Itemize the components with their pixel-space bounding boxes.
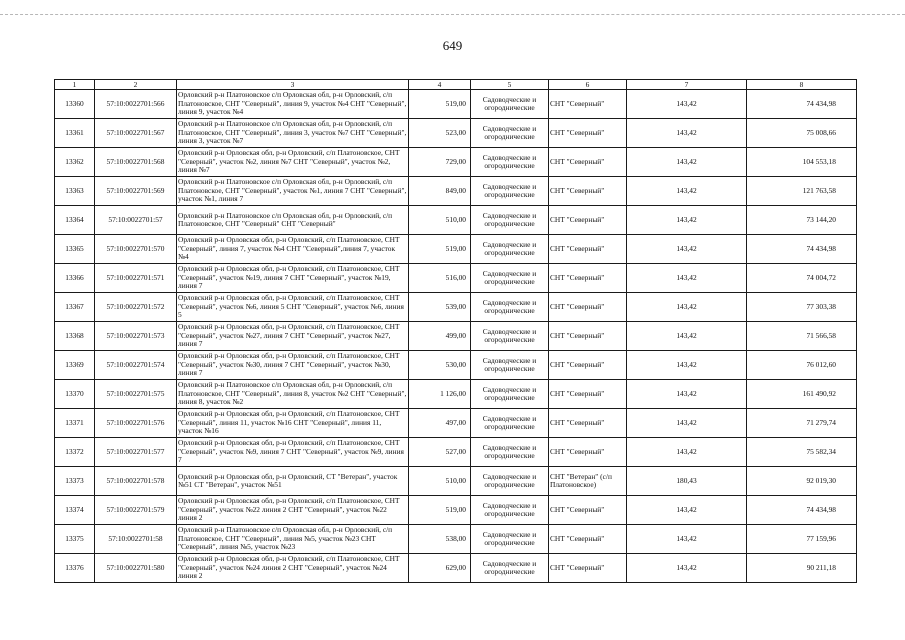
land-use-cell: Садоводческие и огороднические [471, 148, 549, 177]
cadastral-value-cell: 71 566,58 [747, 322, 857, 351]
cadastral-value-cell: 77 303,38 [747, 293, 857, 322]
page-number: 649 [442, 38, 463, 53]
column-number-header [55, 80, 857, 90]
row-number-cell: 13360 [55, 90, 95, 119]
address-cell: Орловский р-н Орловская обл, р-н Орловский, с/п Платоновское, СНТ "Северный", линия 11, участок №16 СНТ "Северный", линия 11, участок №16 [177, 409, 409, 438]
land-use-cell: Садоводческие и огороднические [471, 206, 549, 235]
table-row [55, 206, 857, 235]
land-use-cell: Садоводческие и огороднические [471, 554, 549, 583]
specific-value-cell: 143,42 [627, 554, 747, 583]
land-use-cell: Садоводческие и огороднические [471, 177, 549, 206]
cadastral-number-cell: 57:10:0022701:567 [95, 119, 177, 148]
table-row [55, 351, 857, 380]
land-use-cell: Садоводческие и огороднические [471, 380, 549, 409]
address-cell: Орловский р-н Орловская обл, р-н Орловский, с/п Платоновское, СНТ "Северный", участок №9, линия 7 СНТ "Северный", участок №9, линия 7 [177, 438, 409, 467]
scan-top-edge [0, 14, 905, 17]
area-cell: 527,00 [409, 438, 471, 467]
cadastral-number-cell: 57:10:0022701:576 [95, 409, 177, 438]
specific-value-cell: 143,42 [627, 177, 747, 206]
cadastral-value-cell: 74 434,98 [747, 235, 857, 264]
land-use-cell: Садоводческие и огороднические [471, 293, 549, 322]
organization-cell: СНТ "Северный" [549, 293, 627, 322]
area-cell: 523,00 [409, 119, 471, 148]
cadastral-value-cell: 121 763,58 [747, 177, 857, 206]
organization-cell: СНТ "Северный" [549, 264, 627, 293]
area-cell: 729,00 [409, 148, 471, 177]
organization-cell: СНТ "Ветеран" (с/п Платоновское) [549, 467, 627, 496]
organization-cell: СНТ "Северный" [549, 177, 627, 206]
table-row [55, 264, 857, 293]
table-row [55, 293, 857, 322]
address-cell: Орловский р-н Платоновское с/п Орловская обл, р-н Орловский, с/п Платоновское, СНТ "Северный", линия 8, участок №2 СНТ "Северный", линия 8, участок №2 [177, 380, 409, 409]
address-cell: Орловский р-н Орловская обл, р-н Орловский, с/п Платоновское, СНТ "Северный", участок №2, линия №7 СНТ "Северный", участок №2, линия №7 [177, 148, 409, 177]
land-use-cell: Садоводческие и огороднические [471, 467, 549, 496]
cadastral-number-cell: 57:10:0022701:570 [95, 235, 177, 264]
cadastral-value-cell: 75 008,66 [747, 119, 857, 148]
column-header: 7 [627, 80, 747, 90]
area-cell: 519,00 [409, 90, 471, 119]
row-number-cell: 13368 [55, 322, 95, 351]
column-header: 8 [747, 80, 857, 90]
area-cell: 497,00 [409, 409, 471, 438]
row-number-cell: 13374 [55, 496, 95, 525]
cadastral-value-table [54, 79, 857, 583]
row-number-cell: 13362 [55, 148, 95, 177]
area-cell: 499,00 [409, 322, 471, 351]
table-row [55, 380, 857, 409]
specific-value-cell: 143,42 [627, 496, 747, 525]
row-number-cell: 13371 [55, 409, 95, 438]
area-cell: 1 126,00 [409, 380, 471, 409]
area-cell: 629,00 [409, 554, 471, 583]
table-row [55, 525, 857, 554]
cadastral-value-cell: 76 012,60 [747, 351, 857, 380]
land-use-cell: Садоводческие и огороднические [471, 438, 549, 467]
cadastral-number-cell: 57:10:0022701:577 [95, 438, 177, 467]
area-cell: 519,00 [409, 235, 471, 264]
cadastral-number-cell: 57:10:0022701:568 [95, 148, 177, 177]
area-cell: 519,00 [409, 496, 471, 525]
organization-cell: СНТ "Северный" [549, 496, 627, 525]
area-cell: 516,00 [409, 264, 471, 293]
address-cell: Орловский р-н Платоновское с/п Орловская обл, р-н Орловский, с/п Платоновское, СНТ "Северный", линия №5, участок №23 СНТ "Северный", линия №5, участок №23 [177, 525, 409, 554]
organization-cell: СНТ "Северный" [549, 409, 627, 438]
cadastral-number-cell: 57:10:0022701:580 [95, 554, 177, 583]
cadastral-value-cell: 75 582,34 [747, 438, 857, 467]
specific-value-cell: 143,42 [627, 264, 747, 293]
cadastral-value-cell: 77 159,96 [747, 525, 857, 554]
address-cell: Орловский р-н Орловская обл, р-н Орловский, с/п Платоновское, СНТ "Северный", участок №27, линия 7 СНТ "Северный", участок №27, линия 7 [177, 322, 409, 351]
row-number-cell: 13364 [55, 206, 95, 235]
cadastral-value-cell: 90 211,18 [747, 554, 857, 583]
table-row [55, 322, 857, 351]
land-use-cell: Садоводческие и огороднические [471, 264, 549, 293]
cadastral-number-cell: 57:10:0022701:579 [95, 496, 177, 525]
specific-value-cell: 143,42 [627, 438, 747, 467]
organization-cell: СНТ "Северный" [549, 554, 627, 583]
organization-cell: СНТ "Северный" [549, 119, 627, 148]
cadastral-number-cell: 57:10:0022701:575 [95, 380, 177, 409]
address-cell: Орловский р-н Орловская обл, р-н Орловский, с/п Платоновское, СНТ "Северный", участок №24 линия 2 СНТ "Северный", участок №24 линия 2 [177, 554, 409, 583]
specific-value-cell: 143,42 [627, 409, 747, 438]
specific-value-cell: 180,43 [627, 467, 747, 496]
table-row [55, 177, 857, 206]
address-cell: Орловский р-н Орловская обл, р-н Орловский, с/п Платоновское, СНТ "Северный", участок №30, линия 7 СНТ "Северный", участок №30, линия 7 [177, 351, 409, 380]
column-header: 1 [55, 80, 95, 90]
row-number-cell: 13363 [55, 177, 95, 206]
cadastral-value-cell: 92 019,30 [747, 467, 857, 496]
address-cell: Орловский р-н Орловская обл, р-н Орловский, СТ "Ветеран", участок №51 СТ "Ветеран", участок №51 [177, 467, 409, 496]
area-cell: 539,00 [409, 293, 471, 322]
specific-value-cell: 143,42 [627, 90, 747, 119]
column-header: 5 [471, 80, 549, 90]
land-use-cell: Садоводческие и огороднические [471, 409, 549, 438]
cadastral-number-cell: 57:10:0022701:569 [95, 177, 177, 206]
organization-cell: СНТ "Северный" [549, 90, 627, 119]
specific-value-cell: 143,42 [627, 119, 747, 148]
cadastral-number-cell: 57:10:0022701:578 [95, 467, 177, 496]
land-use-cell: Садоводческие и огороднические [471, 322, 549, 351]
row-number-cell: 13375 [55, 525, 95, 554]
land-use-cell: Садоводческие и огороднические [471, 119, 549, 148]
organization-cell: СНТ "Северный" [549, 322, 627, 351]
cadastral-value-cell: 161 490,92 [747, 380, 857, 409]
organization-cell: СНТ "Северный" [549, 206, 627, 235]
specific-value-cell: 143,42 [627, 322, 747, 351]
table-row [55, 554, 857, 583]
cadastral-number-cell: 57:10:0022701:57 [95, 206, 177, 235]
address-cell: Орловский р-н Орловская обл, р-н Орловский, с/п Платоновское, СНТ "Северный", участок №22 линия 2 СНТ "Северный", участок №22 линия 2 [177, 496, 409, 525]
row-number-cell: 13372 [55, 438, 95, 467]
address-cell: Орловский р-н Орловская обл, р-н Орловский, с/п Платоновское, СНТ "Северный", участок №19, линия 7 СНТ "Северный", участок №19, линия 7 [177, 264, 409, 293]
column-header: 3 [177, 80, 409, 90]
specific-value-cell: 143,42 [627, 351, 747, 380]
table-row [55, 409, 857, 438]
area-cell: 510,00 [409, 467, 471, 496]
address-cell: Орловский р-н Орловская обл, р-н Орловский, с/п Платоновское, СНТ "Северный", участок №6, линия 5 СНТ "Северный", участок №6, линия 5 [177, 293, 409, 322]
specific-value-cell: 143,42 [627, 525, 747, 554]
specific-value-cell: 143,42 [627, 148, 747, 177]
cadastral-number-cell: 57:10:0022701:566 [95, 90, 177, 119]
land-use-cell: Садоводческие и огороднические [471, 90, 549, 119]
row-number-cell: 13367 [55, 293, 95, 322]
specific-value-cell: 143,42 [627, 380, 747, 409]
area-cell: 538,00 [409, 525, 471, 554]
address-cell: Орловский р-н Орловская обл, р-н Орловский, с/п Платоновское, СНТ "Северный", линия 7, участок №4 СНТ "Северный",линия 7, участок №4 [177, 235, 409, 264]
cadastral-value-cell: 73 144,20 [747, 206, 857, 235]
address-cell: Орловский р-н Платоновское с/п Орловская обл, р-н Орловский, с/п Платоновское, СНТ "Северный" СНТ "Северный" [177, 206, 409, 235]
land-use-cell: Садоводческие и огороднические [471, 351, 549, 380]
table-row [55, 496, 857, 525]
land-use-cell: Садоводческие и огороднические [471, 235, 549, 264]
organization-cell: СНТ "Северный" [549, 235, 627, 264]
organization-cell: СНТ "Северный" [549, 438, 627, 467]
table-row [55, 90, 857, 119]
table-row [55, 148, 857, 177]
address-cell: Орловский р-н Платоновское с/п Орловская обл, р-н Орловский, с/п Платоновское, СНТ "Северный", участок №1, линия 7 СНТ "Северный", участок №1, линия 7 [177, 177, 409, 206]
organization-cell: СНТ "Северный" [549, 148, 627, 177]
row-number-cell: 13361 [55, 119, 95, 148]
cadastral-number-cell: 57:10:0022701:58 [95, 525, 177, 554]
column-header: 4 [409, 80, 471, 90]
area-cell: 530,00 [409, 351, 471, 380]
cadastral-value-cell: 104 553,18 [747, 148, 857, 177]
table-row [55, 119, 857, 148]
row-number-cell: 13370 [55, 380, 95, 409]
address-cell: Орловский р-н Платоновское с/п Орловская обл, р-н Орловский, с/п Платоновское, СНТ "Северный", линия 9, участок №4 СНТ "Северный", линия 9, участок №4 [177, 90, 409, 119]
table-row [55, 467, 857, 496]
row-number-cell: 13366 [55, 264, 95, 293]
organization-cell: СНТ "Северный" [549, 525, 627, 554]
cadastral-value-cell: 74 434,98 [747, 90, 857, 119]
table-row [55, 438, 857, 467]
cadastral-number-cell: 57:10:0022701:571 [95, 264, 177, 293]
area-cell: 849,00 [409, 177, 471, 206]
row-number-cell: 13376 [55, 554, 95, 583]
row-number-cell: 13365 [55, 235, 95, 264]
cadastral-value-cell: 71 279,74 [747, 409, 857, 438]
row-number-cell: 13373 [55, 467, 95, 496]
cadastral-number-cell: 57:10:0022701:573 [95, 322, 177, 351]
cadastral-value-cell: 74 434,98 [747, 496, 857, 525]
specific-value-cell: 143,42 [627, 293, 747, 322]
address-cell: Орловский р-н Платоновское с/п Орловская обл, р-н Орловский, с/п Платоновское, СНТ "Северный", линия 3, участок №7 СНТ "Северный", линия 3, участок №7 [177, 119, 409, 148]
column-header: 2 [95, 80, 177, 90]
column-header: 6 [549, 80, 627, 90]
cadastral-number-cell: 57:10:0022701:574 [95, 351, 177, 380]
organization-cell: СНТ "Северный" [549, 380, 627, 409]
land-use-cell: Садоводческие и огороднические [471, 525, 549, 554]
organization-cell: СНТ "Северный" [549, 351, 627, 380]
specific-value-cell: 143,42 [627, 206, 747, 235]
area-cell: 510,00 [409, 206, 471, 235]
cadastral-value-cell: 74 004,72 [747, 264, 857, 293]
table-row [55, 235, 857, 264]
cadastral-number-cell: 57:10:0022701:572 [95, 293, 177, 322]
land-use-cell: Садоводческие и огороднические [471, 496, 549, 525]
specific-value-cell: 143,42 [627, 235, 747, 264]
row-number-cell: 13369 [55, 351, 95, 380]
